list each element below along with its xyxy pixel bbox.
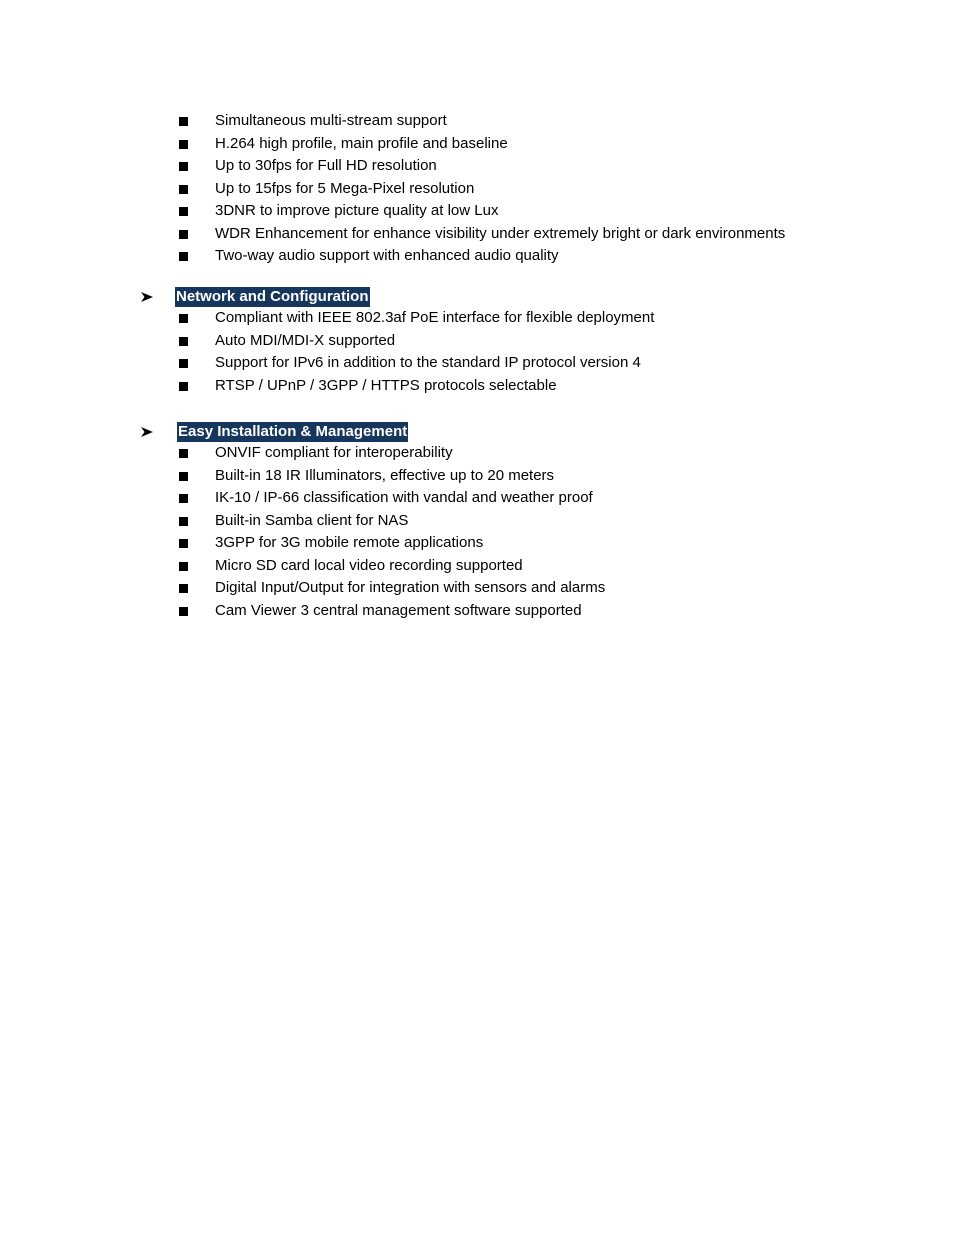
- square-bullet-icon: [179, 314, 188, 323]
- list-item-text: Built-in Samba client for NAS: [215, 511, 409, 529]
- list-item-text: Two-way audio support with enhanced audio quality: [215, 247, 559, 264]
- list-item-text: Micro SD card local video recording supported: [215, 556, 523, 574]
- arrow-bullet-icon: [141, 292, 153, 302]
- square-bullet-icon: [179, 140, 188, 149]
- list-item-text: Compliant with IEEE 802.3af PoE interface for flexible deployment: [215, 309, 655, 326]
- square-bullet-icon: [179, 449, 188, 458]
- square-bullet-icon: [179, 252, 188, 261]
- square-bullet-icon: [179, 117, 188, 126]
- list-item-text: RTSP / UPnP / 3GPP / HTTPS protocols selectable: [215, 376, 557, 394]
- list-item-text: Simultaneous multi-stream support: [215, 112, 447, 129]
- section-heading-label: Easy Installation & Management: [178, 423, 408, 440]
- square-bullet-icon: [179, 162, 188, 171]
- square-bullet-icon: [179, 494, 188, 503]
- square-bullet-icon: [179, 562, 188, 571]
- square-bullet-icon: [179, 359, 188, 368]
- square-bullet-icon: [179, 207, 188, 216]
- list-item-text: Built-in 18 IR Illuminators, effective up to 20 meters: [215, 466, 555, 484]
- square-bullet-icon: [179, 337, 188, 346]
- section-heading-label: Network and Configuration: [176, 288, 369, 305]
- square-bullet-icon: [179, 472, 188, 481]
- square-bullet-icon: [179, 584, 188, 593]
- square-bullet-icon: [179, 607, 188, 616]
- list-item-text: 3DNR to improve picture quality at low Lux: [215, 202, 499, 219]
- list-item-text: Up to 15fps for 5 Mega-Pixel resolution: [215, 179, 475, 197]
- list-item-text: Support for IPv6 in addition to the standard IP protocol version 4: [215, 354, 641, 371]
- arrow-bullet-icon: [141, 427, 153, 437]
- square-bullet-icon: [179, 539, 188, 548]
- list-item-text: Up to 30fps for Full HD resolution: [215, 157, 437, 174]
- square-bullet-icon: [179, 230, 188, 239]
- square-bullet-icon: [179, 517, 188, 526]
- list-item-text: Auto MDI/MDI-X supported: [215, 331, 396, 349]
- list-item-text: IK-10 / IP-66 classification with vandal and weather proof: [215, 489, 593, 506]
- list-item-text: H.264 high profile, main profile and baseline: [215, 134, 508, 152]
- square-bullet-icon: [179, 382, 188, 391]
- list-item-text: 3GPP for 3G mobile remote applications: [215, 534, 484, 551]
- list-item-text: Cam Viewer 3 central management software supported: [215, 601, 582, 619]
- square-bullet-icon: [179, 185, 188, 194]
- list-item-text: WDR Enhancement for enhance visibility under extremely bright or dark environments: [215, 224, 786, 242]
- list-item-text: Digital Input/Output for integration with sensors and alarms: [215, 579, 606, 596]
- list-item-text: ONVIF compliant for interoperability: [215, 444, 453, 461]
